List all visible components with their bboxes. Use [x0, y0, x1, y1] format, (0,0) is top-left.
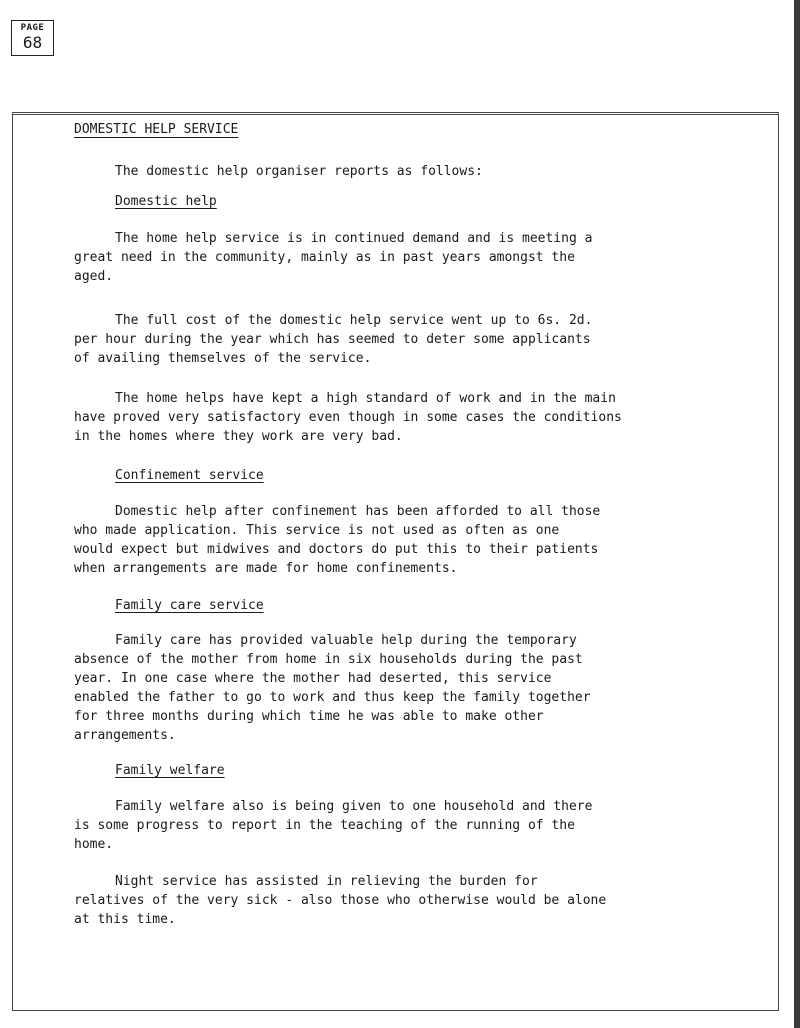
paragraph-line: The full cost of the domestic help service went up to 6s. 2d.	[115, 313, 593, 328]
paragraph-line: aged.	[74, 269, 114, 284]
intro-text: The domestic help organiser reports as follows:	[115, 164, 483, 179]
paragraph-line: is some progress to report in the teaching of the running of the	[74, 818, 575, 833]
subheading-family-welfare: Family welfare	[115, 763, 225, 778]
paragraph-line: Family care has provided valuable help during the temporary	[115, 633, 577, 648]
paragraph-line: at this time.	[74, 912, 176, 927]
paragraph-line: in the homes where they work are very bad.	[74, 429, 403, 444]
document-title: DOMESTIC HELP SERVICE	[74, 122, 239, 137]
paragraph-line: of availing themselves of the service.	[74, 351, 372, 366]
paragraph-line: arrangements.	[74, 728, 176, 743]
paragraph-line: per hour during the year which has seemed to deter some applicants	[74, 332, 591, 347]
paragraph-line: home.	[74, 837, 114, 852]
paragraph-line: would expect but midwives and doctors do put this to their patients	[74, 542, 599, 557]
paragraph-line: Domestic help after confinement has been afforded to all those	[115, 504, 601, 519]
paragraph-line: Family welfare also is being given to one household and there	[115, 799, 593, 814]
paragraph-line: The home helps have kept a high standard of work and in the main	[115, 391, 616, 406]
scan-edge	[794, 0, 800, 1028]
paragraph-line: year. In one case where the mother had deserted, this service	[74, 671, 552, 686]
paragraph-line: Night service has assisted in relieving the burden for	[115, 874, 538, 889]
paragraph-line: The home help service is in continued demand and is meeting a	[115, 231, 593, 246]
paragraph-line: have proved very satisfactory even though in some cases the conditions	[74, 410, 622, 425]
subheading-domestic-help: Domestic help	[115, 194, 217, 209]
paragraph-line: enabled the father to go to work and thus keep the family together	[74, 690, 591, 705]
paragraph-line: when arrangements are made for home confinements.	[74, 561, 458, 576]
page-number: 68	[22, 33, 43, 52]
paragraph-line: who made application. This service is not used as often as one	[74, 523, 560, 538]
paragraph-line: great need in the community, mainly as in past years amongst the	[74, 250, 575, 265]
paragraph-line: absence of the mother from home in six households during the past	[74, 652, 583, 667]
subheading-family-care-service: Family care service	[115, 598, 264, 613]
paragraph-line: for three months during which time he was able to make other	[74, 709, 544, 724]
page-number-box	[11, 20, 54, 56]
page-label: PAGE	[20, 23, 45, 33]
subheading-confinement-service: Confinement service	[115, 468, 264, 483]
paragraph-line: relatives of the very sick - also those who otherwise would be alone	[74, 893, 607, 908]
